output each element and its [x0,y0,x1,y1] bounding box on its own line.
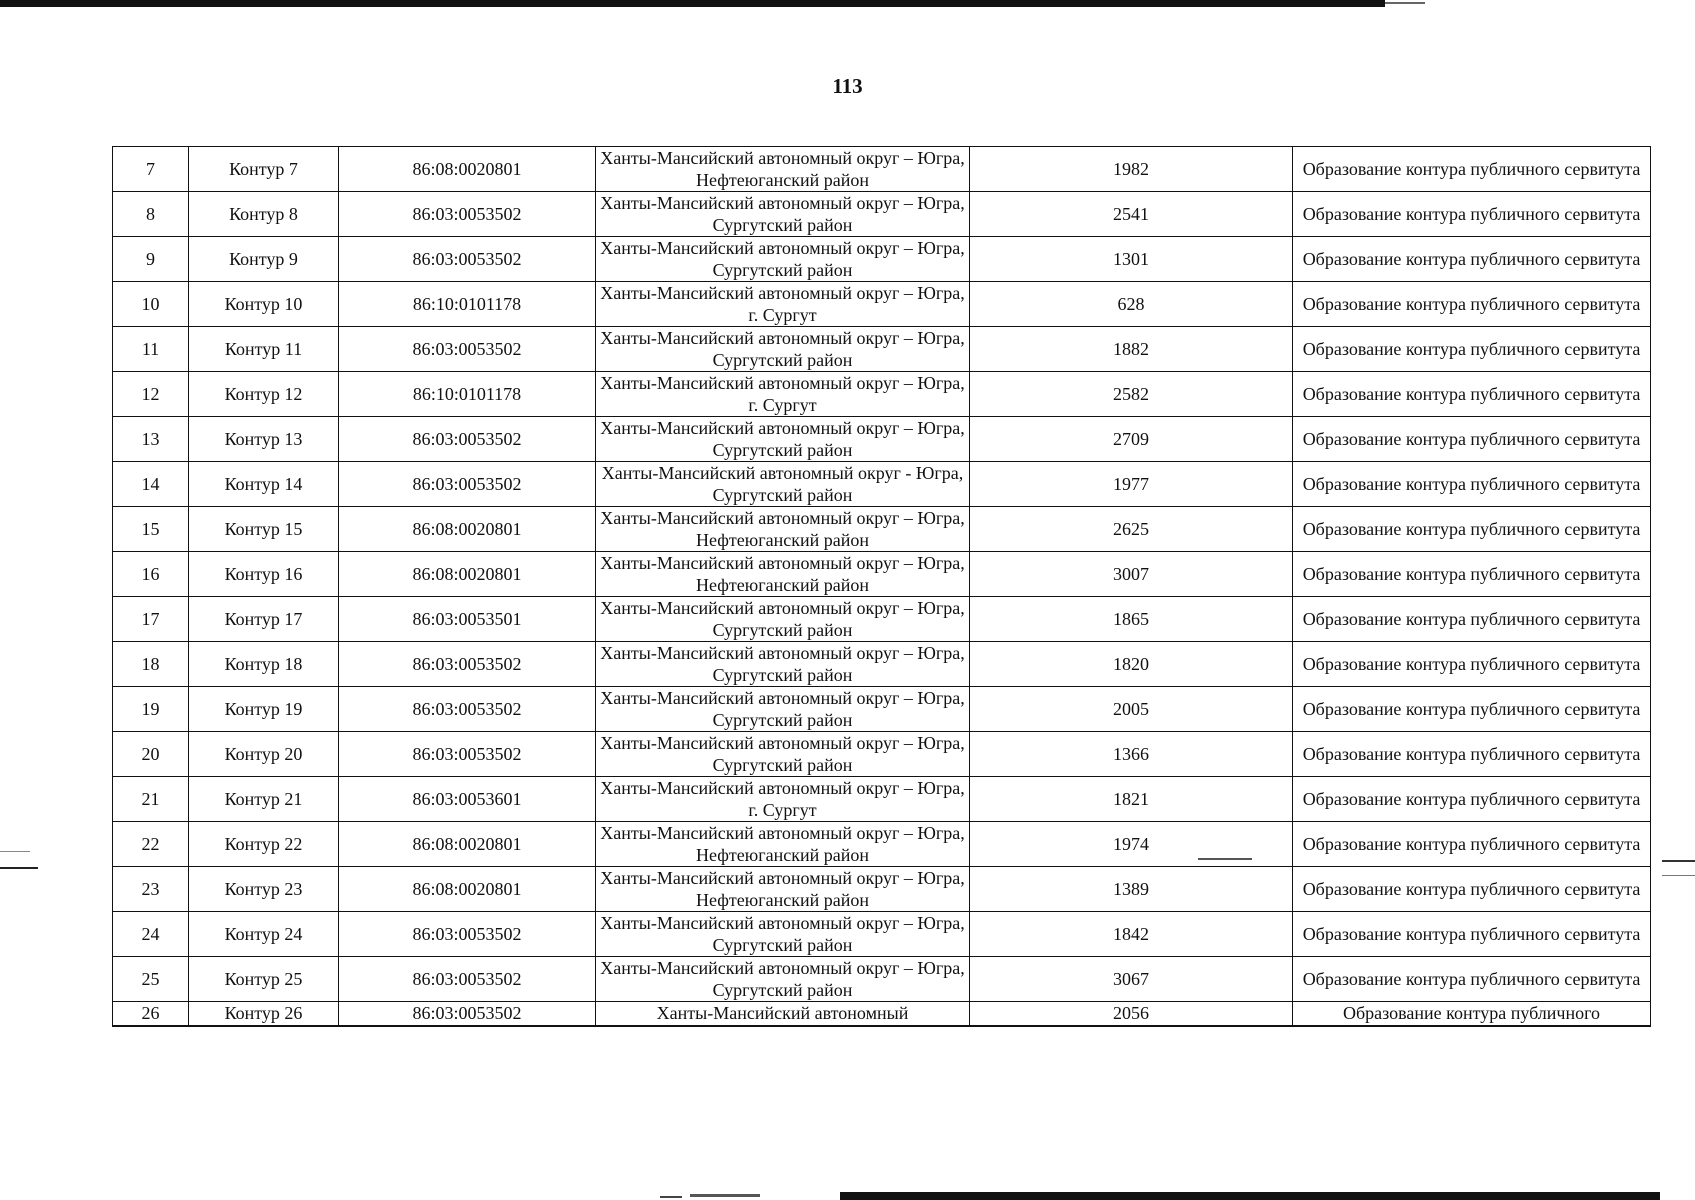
cadastral-number: 86:03:0053502 [339,327,596,372]
contour-name: Контур 18 [189,642,339,687]
scan-mark [690,1194,760,1197]
row-number: 21 [113,777,189,822]
cadastral-number: 86:03:0053502 [339,642,596,687]
row-number: 11 [113,327,189,372]
area-value: 1301 [970,237,1293,282]
row-number: 22 [113,822,189,867]
table-row [113,327,1651,372]
cadastral-number: 86:08:0020801 [339,867,596,912]
contour-name: Контур 23 [189,867,339,912]
table-row [113,507,1651,552]
area-value: 1977 [970,462,1293,507]
purpose-text: Образование контура публичного сервитута [1293,822,1651,867]
cadastral-number: 86:03:0053502 [339,192,596,237]
table-row [113,687,1651,732]
table-row [113,642,1651,687]
table-row [113,957,1651,1002]
row-number: 16 [113,552,189,597]
table-row [113,912,1651,957]
scan-mark [660,1196,682,1198]
purpose-text: Образование контура публичного сервитута [1293,147,1651,192]
servitude-table [112,146,1651,1027]
purpose-text: Образование контура публичного сервитута [1293,597,1651,642]
purpose-text: Образование контура публичного сервитута [1293,327,1651,372]
purpose-text: Образование контура публичного сервитута [1293,732,1651,777]
scan-edge-top [0,0,1385,7]
purpose-text: Образование контура публичного сервитута [1293,192,1651,237]
location-address: Ханты-Мансийский автономный округ – Югра, Нефтеюганский район [596,507,970,552]
area-value: 2541 [970,192,1293,237]
row-number: 19 [113,687,189,732]
area-value: 2005 [970,687,1293,732]
location-address: Ханты-Мансийский автономный округ – Югра, г. Сургут [596,777,970,822]
row-number: 14 [113,462,189,507]
area-value: 2582 [970,372,1293,417]
contour-name: Контур 15 [189,507,339,552]
contour-name: Контур 14 [189,462,339,507]
row-number: 10 [113,282,189,327]
purpose-text: Образование контура публичного сервитута [1293,642,1651,687]
cadastral-number: 86:03:0053502 [339,417,596,462]
cadastral-number: 86:08:0020801 [339,147,596,192]
table-row [113,282,1651,327]
purpose-text: Образование контура публичного [1293,1002,1651,1026]
contour-name: Контур 17 [189,597,339,642]
area-value: 1820 [970,642,1293,687]
purpose-text: Образование контура публичного сервитута [1293,372,1651,417]
contour-name: Контур 26 [189,1002,339,1026]
cadastral-number: 86:08:0020801 [339,507,596,552]
scan-mark [0,867,38,869]
row-number: 13 [113,417,189,462]
cadastral-number: 86:08:0020801 [339,822,596,867]
scan-edge-top-tail [1385,2,1425,4]
area-value: 2056 [970,1002,1293,1026]
area-value: 1821 [970,777,1293,822]
table-row [113,597,1651,642]
table-body [113,147,1651,1026]
cadastral-number: 86:03:0053501 [339,597,596,642]
table-row [113,237,1651,282]
area-value: 1982 [970,147,1293,192]
cadastral-number: 86:03:0053502 [339,1002,596,1026]
location-address: Ханты-Мансийский автономный округ – Югра, Нефтеюганский район [596,867,970,912]
contour-name: Контур 24 [189,912,339,957]
table-row-partial [113,1002,1651,1026]
purpose-text: Образование контура публичного сервитута [1293,237,1651,282]
scan-mark [1662,860,1695,862]
contour-name: Контур 25 [189,957,339,1002]
contour-name: Контур 9 [189,237,339,282]
location-address: Ханты-Мансийский автономный округ – Югра, г. Сургут [596,282,970,327]
location-address: Ханты-Мансийский автономный округ – Югра, Нефтеюганский район [596,147,970,192]
scan-mark [1662,875,1695,876]
area-value: 1882 [970,327,1293,372]
cadastral-number: 86:03:0053502 [339,732,596,777]
location-address: Ханты-Мансийский автономный округ – Югра, Сургутский район [596,597,970,642]
contour-name: Контур 20 [189,732,339,777]
cadastral-number: 86:03:0053502 [339,957,596,1002]
table-row [113,147,1651,192]
cadastral-number: 86:03:0053502 [339,912,596,957]
row-number: 24 [113,912,189,957]
contour-name: Контур 19 [189,687,339,732]
area-value: 1389 [970,867,1293,912]
contour-name: Контур 7 [189,147,339,192]
row-number: 12 [113,372,189,417]
row-number: 23 [113,867,189,912]
purpose-text: Образование контура публичного сервитута [1293,552,1651,597]
cadastral-number: 86:10:0101178 [339,372,596,417]
table-row [113,552,1651,597]
area-value: 2625 [970,507,1293,552]
cadastral-number: 86:03:0053502 [339,237,596,282]
scan-edge-bottom [840,1192,1660,1200]
contour-name: Контур 16 [189,552,339,597]
purpose-text: Образование контура публичного сервитута [1293,507,1651,552]
table-row [113,867,1651,912]
row-number: 15 [113,507,189,552]
location-address: Ханты-Мансийский автономный округ – Югра, Сургутский район [596,957,970,1002]
location-address: Ханты-Мансийский автономный округ – Югра, Сургутский район [596,192,970,237]
area-value: 3067 [970,957,1293,1002]
page-number: 113 [832,74,863,98]
cadastral-number: 86:03:0053601 [339,777,596,822]
row-number: 9 [113,237,189,282]
table-row [113,372,1651,417]
row-number: 8 [113,192,189,237]
purpose-text: Образование контура публичного сервитута [1293,687,1651,732]
scan-mark [0,851,30,852]
row-number: 7 [113,147,189,192]
location-address: Ханты-Мансийский автономный округ – Югра, Сургутский район [596,732,970,777]
purpose-text: Образование контура публичного сервитута [1293,957,1651,1002]
purpose-text: Образование контура публичного сервитута [1293,282,1651,327]
cadastral-number: 86:08:0020801 [339,552,596,597]
purpose-text: Образование контура публичного сервитута [1293,777,1651,822]
area-value: 2709 [970,417,1293,462]
contour-name: Контур 21 [189,777,339,822]
area-value: 1865 [970,597,1293,642]
table-row [113,417,1651,462]
location-address: Ханты-Мансийский автономный округ – Югра, Сургутский район [596,327,970,372]
area-value: 1842 [970,912,1293,957]
row-number: 18 [113,642,189,687]
row-number: 17 [113,597,189,642]
contour-name: Контур 10 [189,282,339,327]
area-value: 1366 [970,732,1293,777]
location-address: Ханты-Мансийский автономный [596,1002,970,1026]
location-address: Ханты-Мансийский автономный округ – Югра, Сургутский район [596,417,970,462]
contour-name: Контур 12 [189,372,339,417]
row-number: 20 [113,732,189,777]
row-number: 26 [113,1002,189,1026]
purpose-text: Образование контура публичного сервитута [1293,462,1651,507]
table-row [113,777,1651,822]
purpose-text: Образование контура публичного сервитута [1293,912,1651,957]
table-row [113,732,1651,777]
area-value: 1974 [970,822,1293,867]
purpose-text: Образование контура публичного сервитута [1293,417,1651,462]
location-address: Ханты-Мансийский автономный округ – Югра, Сургутский район [596,687,970,732]
location-address: Ханты-Мансийский автономный округ – Югра, Нефтеюганский район [596,822,970,867]
location-address: Ханты-Мансийский автономный округ - Югра, Сургутский район [596,462,970,507]
location-address: Ханты-Мансийский автономный округ – Югра, Сургутский район [596,642,970,687]
cadastral-number: 86:03:0053502 [339,687,596,732]
contour-name: Контур 13 [189,417,339,462]
area-value: 3007 [970,552,1293,597]
table-row [113,822,1651,867]
area-value: 628 [970,282,1293,327]
table-row [113,192,1651,237]
contour-name: Контур 22 [189,822,339,867]
contour-name: Контур 8 [189,192,339,237]
location-address: Ханты-Мансийский автономный округ – Югра, г. Сургут [596,372,970,417]
row-number: 25 [113,957,189,1002]
table-row [113,462,1651,507]
contour-name: Контур 11 [189,327,339,372]
location-address: Ханты-Мансийский автономный округ – Югра, Сургутский район [596,237,970,282]
cadastral-number: 86:03:0053502 [339,462,596,507]
location-address: Ханты-Мансийский автономный округ – Югра, Сургутский район [596,912,970,957]
location-address: Ханты-Мансийский автономный округ – Югра, Нефтеюганский район [596,552,970,597]
purpose-text: Образование контура публичного сервитута [1293,867,1651,912]
cadastral-number: 86:10:0101178 [339,282,596,327]
